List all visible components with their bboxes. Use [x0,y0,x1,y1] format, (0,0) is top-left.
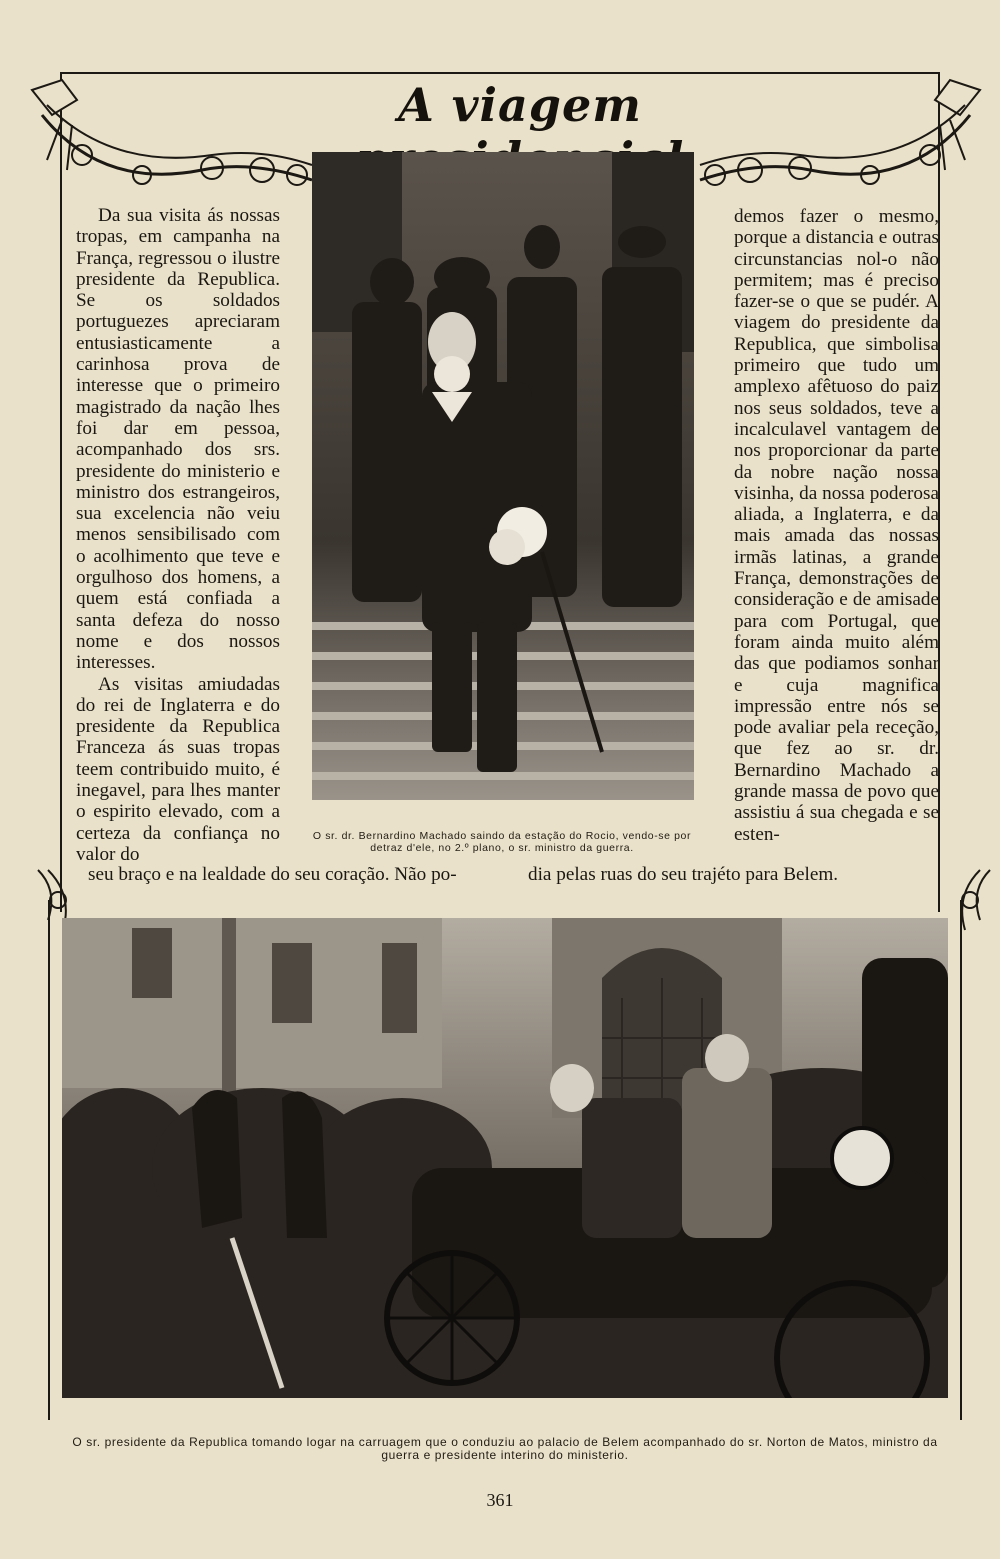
left-text-column [76,205,280,865]
photo-top-caption: O sr. dr. Bernardino Machado saindo da estação do Rocio, vendo-se por detraz d'ele, no 2.º plano, o sr. ministro da guerra. [312,830,692,854]
photo-bottom-caption: O sr. presidente da Republica tomando logar na carruagem que o conduziu ao palacio de Belem acompanhado do sr. Norton de Matos, ministro da guerra e presidente interino do ministerio. [72,1435,938,1462]
article-title: A viagem [398,78,642,132]
right-text-column [734,206,939,845]
left-bottom-text: seu braço e na lealdade do seu coração. Não po- [88,864,457,885]
left-paragraph-1: Da sua visita ás nossas tropas, em campanha na França, regressou o ilustre presidente da Republica. Se os soldados portuguezes apreciaram entusiasticamente a carinhosa prova de interesse que o primeiro magistrado da nação lhes foi dar em pessoa, acompanhado dos srs. presidente do ministerio e ministro dos estrangeiros, sua excelencia não veiu menos sensibilisado com o acolhimento que teve e orgulhoso dos homens, a quem está confiada a santa defeza do nosso nome e dos nossos interesses. [76,205,280,674]
right-bottom-text: dia pelas ruas do seu trajéto para Belem. [528,864,839,885]
photo-president-entering-carriage [62,918,948,1398]
photo-president-leaving-station [312,152,694,800]
left-paragraph-2: As visitas amiudadas do rei de Inglaterra e do presidente da Republica Franceza ás suas tropas teem contribuido muito, é inegavel, para lhes manter o espirito elevado, com a certeza da confiança no valor do [76,673,280,865]
right-paragraph-1: demos fazer o mesmo, porque a distancia e outras circunstancias nol-o não permitem; mas é preciso fazer-se o que se pudér. A viagem do presidente da Republica, que simbolisa primeiro que tudo um amplexo afêtuoso do paiz nos seus soldados, teve a incalculavel vantagem de nos proporcionar da parte da nobre nação nossa visinha, da nossa poderosa aliada, a Inglaterra, e da mais amada das nossas irmãs latinas, a grande França, demonstrações de consideração e de amisade para com Portugal, que foram ainda muito além das que podiamos sonhar e cuja magnifica impressão entre nós se pode avaliar pela receção, que fez ao sr. dr. Bernardino Machado a grande massa de povo que assistiu á sua chegada e se esten- [734,206,939,845]
frame-lower-right-border [960,900,962,1420]
frame-lower-left-border [48,900,50,1420]
page-number: 361 [486,1490,514,1510]
